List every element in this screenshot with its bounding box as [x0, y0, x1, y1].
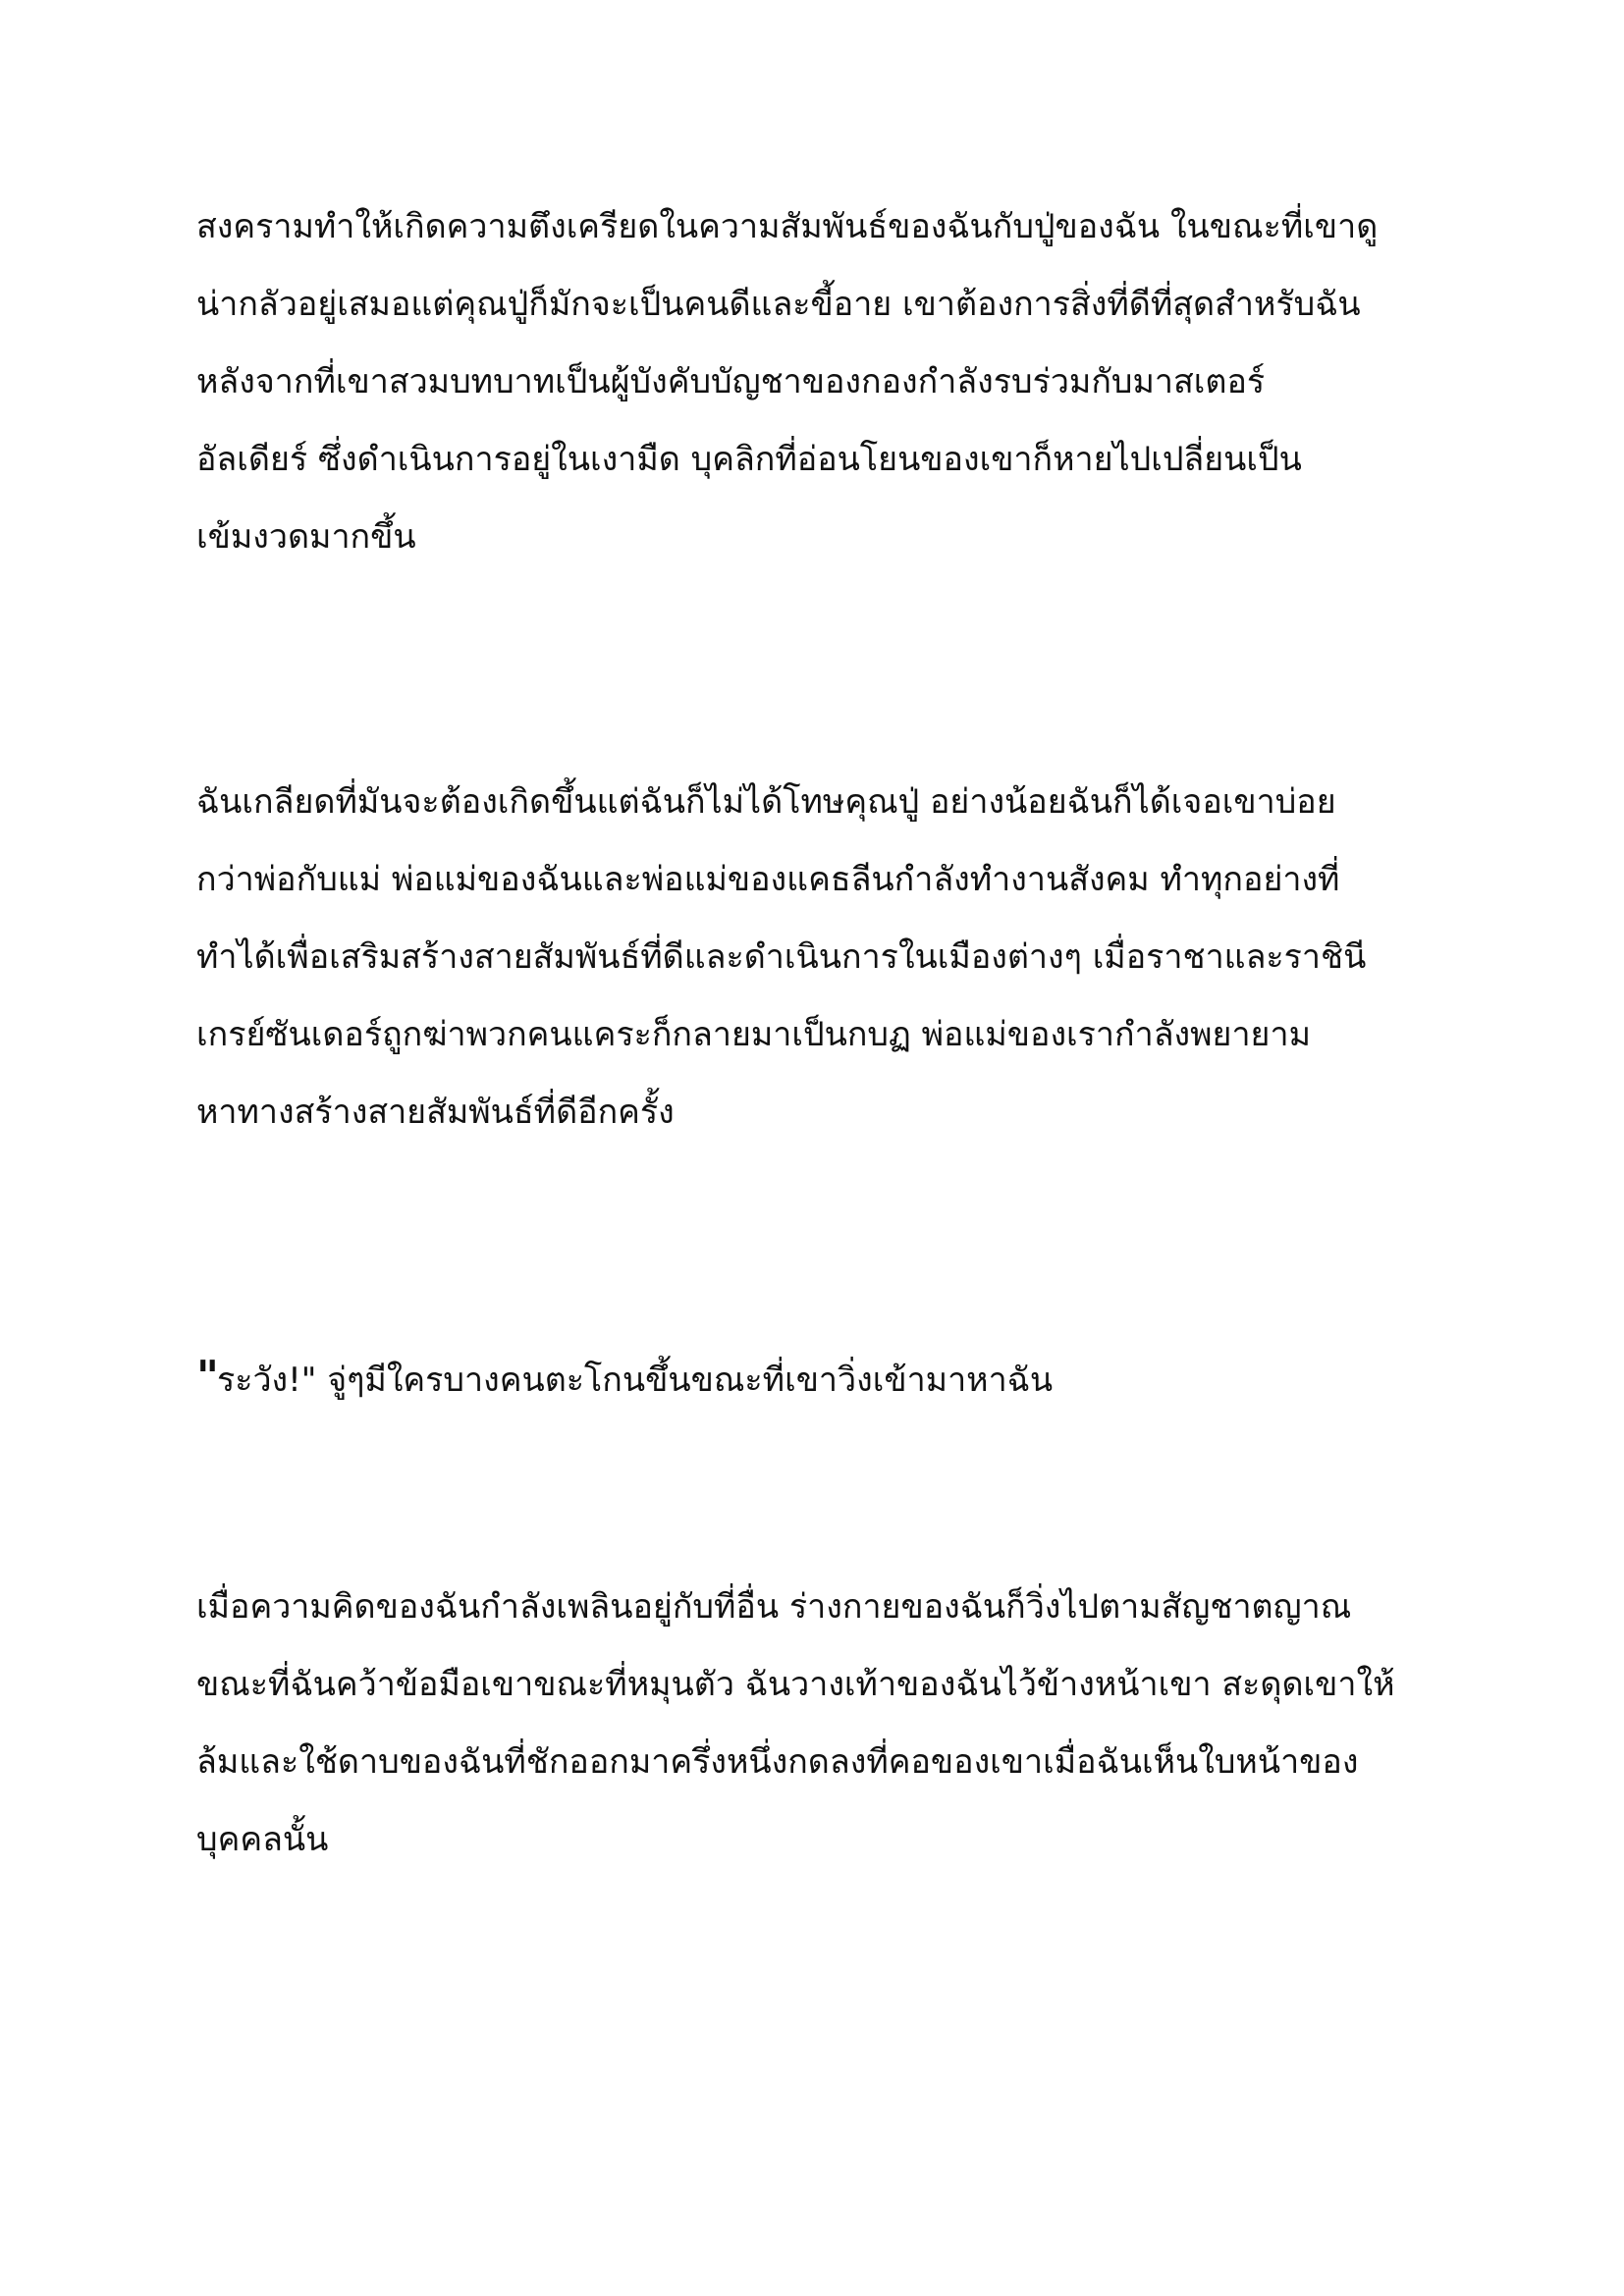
text-line: ล้มและใช้ดาบของฉันที่ชักออกมาครึ่งหนึ่งกดลงที่คอของเขาเมื่อฉันเห็นใบหน้าของ [196, 1742, 1359, 1782]
text-line: ขณะที่ฉันคว้าข้อมือเขาขณะที่หมุนตัว ฉันวางเท้าของฉันไว้ข้างหน้าเขา สะดุดเขาให้ [196, 1665, 1395, 1704]
opening-quote-mark: " [196, 1352, 217, 1402]
paragraph-4 [196, 1569, 1443, 1879]
text-line: ทำได้เพื่อเสริมสร้างสายสัมพันธ์ที่ดีและดำเนินการในเมืองต่างๆ เมื่อราชาและราชินี [196, 937, 1367, 977]
dialogue-text: ระวัง!" จู่ๆมีใครบางคนตะโกนขึ้นขณะที่เขาวิ่งเข้ามาหาฉัน [216, 1361, 1054, 1400]
text-line: กว่าพ่อกับแม่ พ่อแม่ของฉันและพ่อแม่ของแคธลีนกำลังทำงานสังคม ทำทุกอย่างที่ [196, 860, 1340, 899]
paragraph-2 [196, 764, 1443, 1151]
text-line: เข้มงวดมากขึ้น [196, 517, 416, 557]
text-line: เมื่อความคิดของฉันกำลังเพลินอยู่กับที่อื่น ร่างกายของฉันก็วิ่งไปตามสัญชาตญาณ [196, 1587, 1352, 1627]
text-line [196, 1338, 1443, 1419]
paragraph-3-dialogue [196, 1338, 1443, 1419]
paragraph-1 [196, 188, 1443, 576]
text-line: อัลเดียร์ ซึ่งดำเนินการอยู่ในเงามืด บุคลิกที่อ่อนโยนของเขาก็หายไปเปลี่ยนเป็น [196, 440, 1302, 479]
text-line: หลังจากที่เขาสวมบทบาทเป็นผู้บังคับบัญชาของกองกำลังรบร่วมกับมาสเตอร์ [196, 362, 1266, 401]
text-line: น่ากลัวอยู่เสมอแต่คุณปู่ก็มักจะเป็นคนดีและขี้อาย เขาต้องการสิ่งที่ดีที่สุดสำหรับฉัน [196, 285, 1361, 324]
text-line: เกรย์ซันเดอร์ถูกฆ่าพวกคนแคระก็กลายมาเป็นกบฏ พ่อแม่ของเรากำลังพยายาม [196, 1015, 1311, 1054]
text-line: หาทางสร้างสายสัมพันธ์ที่ดีอีกครั้ง [196, 1093, 675, 1132]
text-line: ฉันเกลียดที่มันจะต้องเกิดขึ้นแต่ฉันก็ไม่ได้โทษคุณปู่ อย่างน้อยฉันก็ได้เจอเขาบ่อย [196, 782, 1336, 822]
text-line: บุคคลนั้น [196, 1820, 329, 1859]
text-line: สงครามทำให้เกิดความตึงเครียดในความสัมพันธ์ของฉันกับปู่ของฉัน ในขณะที่เขาดู [196, 207, 1379, 246]
